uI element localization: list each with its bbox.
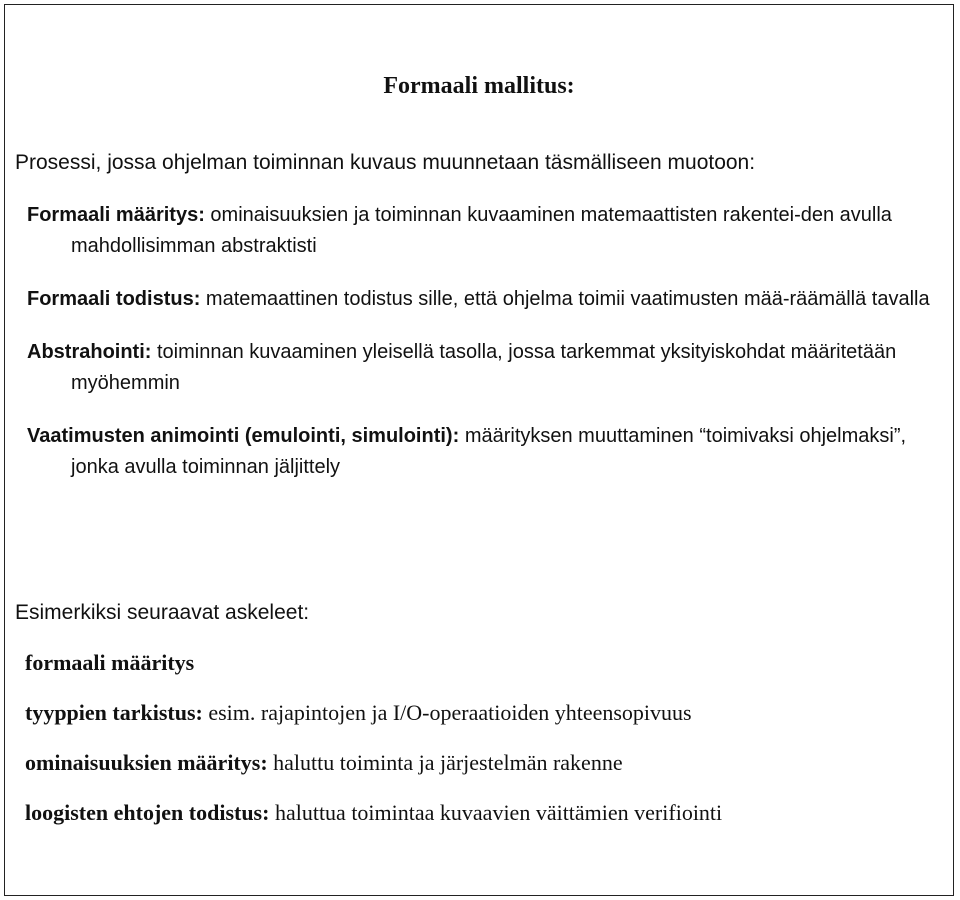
step-text: haluttua toimintaa kuvaavien väittämien verifiointi	[274, 800, 723, 825]
slide-frame	[4, 4, 954, 896]
step-item	[25, 748, 945, 778]
definition-list	[27, 200, 947, 505]
step-term: loogisten ehtojen todistus:	[25, 800, 270, 825]
definition-term: Formaali todistus:	[27, 288, 201, 310]
step-text: haluttu toiminta ja järjestelmän rakenne	[273, 750, 623, 775]
examples-intro-text: Esimerkiksi seuraavat askeleet:	[15, 601, 310, 624]
step-term: tyyppien tarkistus:	[25, 700, 203, 725]
definition-text: määrityksen muuttaminen “toimivaksi ohjelmaksi”, jonka avulla toiminnan jäljittely	[71, 425, 907, 478]
step-item	[25, 648, 945, 678]
step-term: formaali määritys	[25, 650, 195, 675]
step-term: ominaisuuksien määritys:	[25, 750, 268, 775]
intro-text: Prosessi, jossa ohjelman toiminnan kuvaus muunnetaan täsmälliseen muotoon:	[15, 151, 756, 174]
step-list	[25, 648, 945, 848]
step-text: esim. rajapintojen ja I/O-operaatioiden yhteensopivuus	[208, 700, 692, 725]
step-item	[25, 798, 945, 828]
definition-term: Abstrahointi:	[27, 341, 152, 363]
definition-text: toiminnan kuvaaminen yleisellä tasolla, jossa tarkemmat yksityiskohdat määritetään myöhemmin	[71, 341, 897, 394]
definition-item	[27, 337, 947, 399]
slide-title: Formaali mallitus:	[383, 73, 575, 99]
definition-item	[27, 200, 947, 262]
definition-item	[27, 421, 947, 483]
definition-text: matemaattinen todistus sille, että ohjelma toimii vaatimusten mää-räämällä tavalla	[205, 288, 930, 310]
definition-term: Formaali määritys:	[27, 204, 205, 226]
definition-term: Vaatimusten animointi (emulointi, simulointi):	[27, 425, 460, 447]
step-item	[25, 698, 945, 728]
definition-item	[27, 284, 947, 315]
definition-text: ominaisuuksien ja toiminnan kuvaaminen matemaattisten rakentei-den avulla mahdollisimman abstraktisti	[71, 204, 892, 257]
